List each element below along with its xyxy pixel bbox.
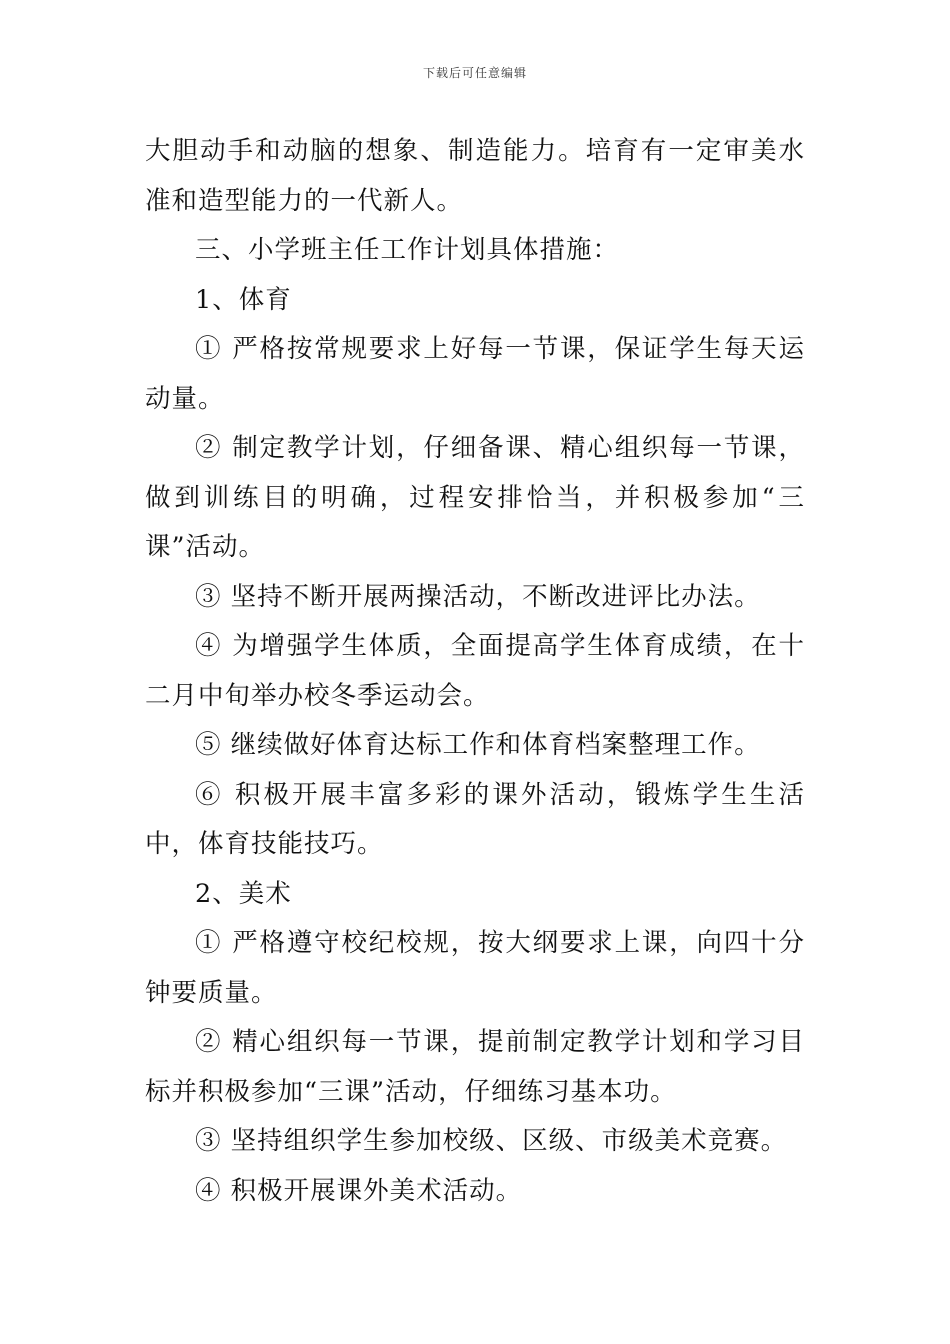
list-item: ④ 为增强学生体质，全面提高学生体育成绩，在十二月中旬举办校冬季运动会。 xyxy=(145,631,805,711)
list-item: ① 严格遵守校纪校规，按大纲要求上课，向四十分钟要质量。 xyxy=(145,928,805,1008)
list-item: ⑥ 积极开展丰富多彩的课外活动，锻炼学生生活中，体育技能技巧。 xyxy=(145,779,805,859)
section-heading: 三、小学班主任工作计划具体措施： xyxy=(195,235,620,265)
subsection-heading: 2、美术 xyxy=(195,878,292,909)
list-item: ② 制定教学计划，仔细备课、精心组织每一节课，做到训练目的明确，过程安排恰当，并积极参加“三课”活动。 xyxy=(145,433,805,562)
paragraph: 大胆动手和动脑的想象、制造能力。培育有一定审美水准和造型能力的一代新人。 xyxy=(145,136,805,216)
page-header: 下载后可任意编辑 xyxy=(422,66,527,80)
list-item: ③ 坚持不断开展两操活动，不断改进评比办法。 xyxy=(195,581,761,612)
list-item: ① 严格按常规要求上好每一节课，保证学生每天运动量。 xyxy=(145,334,805,414)
document-body xyxy=(145,127,805,1216)
list-item: ⑤ 继续做好体育达标工作和体育档案整理工作。 xyxy=(195,730,761,760)
list-item: ③ 坚持组织学生参加校级、区级、市级美术竞赛。 xyxy=(195,1126,788,1156)
subsection-heading: 1、体育 xyxy=(195,284,292,315)
list-item: ② 精心组织每一节课，提前制定教学计划和学习目标并积极参加“三课”活动，仔细练习基本功。 xyxy=(145,1027,805,1107)
list-item: ④ 积极开展课外美术活动。 xyxy=(195,1175,523,1206)
